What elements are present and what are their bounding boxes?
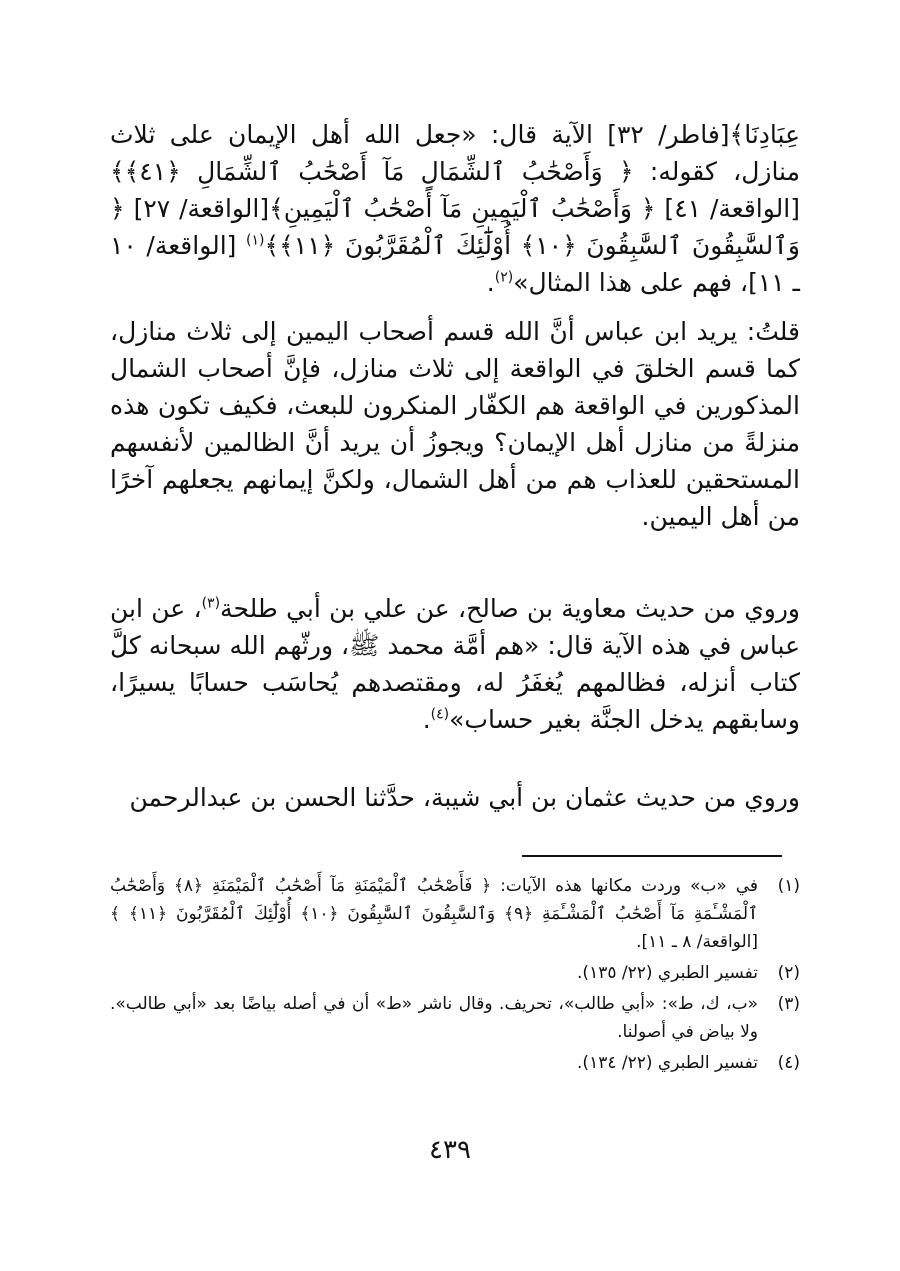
paragraph-2: قلتُ: يريد ابن عباس أنَّ الله قسم أصحاب اليمين إلى ثلاث منازل، كما قسم الخلقَ في الواقعة إلى ثلاث منازل، فإنَّ أصحاب الشمال المذكورين في الواقعة هم الكفّار المنكرون للبعث، فكيف تكون هذه منزلةً من منازل أهل الإيمان؟ ويجوزُ أن يريد أنَّ الظالمين لأنفسهم المستحقين للعذاب هم من أهل الشمال، ولكنَّ إيمانهم يجعلهم آخرًا من أهل اليمين.	[110, 317, 800, 531]
paragraph-4: وروي من حديث عثمان بن أبي شيبة، حدَّثنا الحسن بن عبدالرحمن	[129, 783, 800, 812]
footnote-number: (٤)	[777, 1053, 800, 1073]
paragraph-1	[110, 116, 800, 301]
footnote-text: في «ب» وردت مكانها هذه الآيات: ﴿ فَأَصْحَٰبُ ٱلْمَيْمَنَةِ مَآ أَصْحَٰبُ ٱلْمَيْمَنَةِ ﴿٨﴾ وَأَصْحَٰبُ ٱلْمَشْـَٔمَةِ مَآ أَصْحَٰبُ ٱلْمَشْـَٔمَةِ ﴿٩﴾ وَٱلسَّٰبِقُونَ ٱلسَّٰبِقُونَ ﴿١٠﴾ أُوْلَٰٓئِكَ ٱلْمُقَرَّبُونَ ﴿١١﴾ ﴾ [الواقعة/ ٨ ـ ١١].	[110, 876, 759, 952]
footnote-ref-4: (٤)	[430, 706, 450, 723]
footnote-text: تفسير الطبري (٢٢/ ١٣٥).	[577, 963, 758, 983]
paragraph-1-tail: [الواقعة/ ١٠ ـ ١١]، فهم على هذا المثال»	[110, 231, 800, 297]
paragraph-1-text: عِبَادِنَا﴾[فاطر/ ٣٢] الآية قال: «جعل الله أهل الإيمان على ثلاث منازل، كقوله: ﴿ وَأَصْحَٰبُ ٱلشِّمَالِ مَآ أَصْحَٰبُ ٱلشِّمَالِ ﴿٤١﴾﴾[الواقعة/ ٤١] ﴿ وَأَصْحَٰبُ ٱلْيَمِينِ مَآ أَصْحَٰبُ ٱلْيَمِينِ﴾[الواقعة/ ٢٧] ﴿ وَٱلسَّٰبِقُونَ ٱلسَّٰبِقُونَ ﴿١٠﴾ أُوْلَٰٓئِكَ ٱلْمُقَرَّبُونَ ﴿١١﴾﴾	[110, 120, 800, 260]
footnote-ref-2: (٢)	[494, 269, 514, 286]
footnote-1	[110, 872, 800, 956]
footnote-number: (١)	[777, 876, 800, 896]
footnote-ref-3: (٣)	[201, 595, 221, 612]
footnote-2	[110, 959, 800, 987]
footnote-ref-1: (١)	[246, 232, 265, 249]
paragraph-3-end: .	[422, 705, 431, 734]
paragraph-3-mid: ، عن ابن عباس في هذه الآية قال: «هم أمَّة محمد ﷺ، ورثّهم الله سبحانه كلَّ كتاب أنزله، فظالمهم يُغفَرُ له، ومقتصدهم يُحاسَب حسابًا يسيرًا، وسابقهم يدخل الجنَّة بغير حساب»	[110, 594, 800, 734]
footnote-4	[110, 1049, 800, 1077]
page-number: ٤٣٩	[429, 1135, 471, 1165]
footnote-text: «ب، ك، ط»: «أبي طالب»، تحريف. وقال ناشر «ط» أن في أصله بياضًا بعد «أبي طالب». ولا بياض في أصولنا.	[110, 994, 758, 1042]
footnotes-list	[110, 872, 800, 1080]
footnote-separator	[522, 855, 782, 857]
footnote-text: تفسير الطبري (٢٢/ ١٣٤).	[577, 1053, 758, 1073]
footnote-number: (٣)	[777, 994, 800, 1014]
paragraph-3-text: وروي من حديث معاوية بن صالح، عن علي بن أبي طلحة	[220, 594, 800, 623]
paragraph-3	[110, 590, 800, 738]
footnote-3	[110, 990, 800, 1046]
footnote-number: (٢)	[777, 963, 800, 983]
paragraph-1-end: .	[486, 268, 495, 297]
